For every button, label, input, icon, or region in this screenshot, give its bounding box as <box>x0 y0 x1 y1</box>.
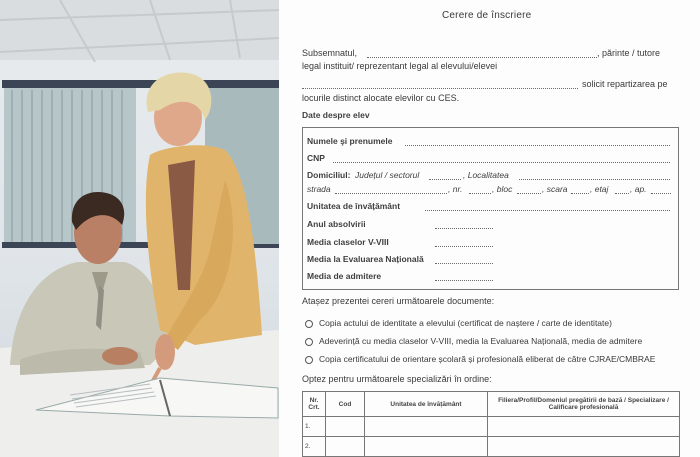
attachments-heading: Atașez prezentei cereri următoarele documente: <box>302 296 495 306</box>
col-specialization: Filiera/Profil/Domeniul pregătirii de bază / Specializare / Calificare profesională <box>488 392 680 417</box>
label-nr: , nr. <box>448 184 463 194</box>
attachment-radio-3[interactable] <box>305 356 313 364</box>
cell-school[interactable] <box>365 417 488 437</box>
cell-code[interactable] <box>326 437 365 457</box>
row-number: 2. <box>303 437 326 457</box>
label-stair: , scara <box>542 184 568 194</box>
label-apt: , ap. <box>630 184 647 194</box>
label-avg-national: Media la Evaluarea Națională <box>307 254 424 264</box>
avg-admission-input[interactable] <box>435 280 493 281</box>
label-locality: , Localitatea <box>463 170 509 180</box>
attachment-2: Adeverință cu media claselor V-VIII, media la Evaluarea Națională, media de admitere <box>319 336 643 346</box>
col-nr: Nr. Crt. <box>303 392 326 417</box>
intro-line-1-start: Subsemnatul, <box>302 48 358 58</box>
label-school: Unitatea de învățământ <box>307 201 401 211</box>
stair-input[interactable] <box>571 193 589 194</box>
row-number: 1. <box>303 417 326 437</box>
table-row <box>303 437 680 457</box>
label-avg-admission: Media de admitere <box>307 271 382 281</box>
cell-school[interactable] <box>365 437 488 457</box>
table-row <box>303 417 680 437</box>
avg-5-8-input[interactable] <box>435 246 493 247</box>
street-input[interactable] <box>335 193 447 194</box>
form-title: Cerere de înscriere <box>442 10 532 21</box>
student-data-box <box>302 127 679 290</box>
nr-input[interactable] <box>469 193 491 194</box>
floor-input[interactable] <box>615 193 629 194</box>
intro-line-3: solicit repartizarea pe <box>582 79 668 89</box>
label-name: Numele şi prenumele <box>307 136 393 146</box>
intro-line-2: legal instituit/ reprezentant legal al elevului/elevei <box>302 61 498 71</box>
label-cnp: CNP <box>307 153 325 163</box>
photo-illustration <box>0 0 279 457</box>
section-student-data: Date despre elev <box>302 110 370 120</box>
attachment-radio-2[interactable] <box>305 338 313 346</box>
block-input[interactable] <box>517 193 541 194</box>
label-domicile: Domiciliul: <box>307 170 351 180</box>
graduated-year-input[interactable] <box>435 228 493 229</box>
name-input[interactable] <box>405 145 670 146</box>
student-name-field[interactable] <box>302 88 578 89</box>
avg-national-input[interactable] <box>435 263 493 264</box>
locality-input[interactable] <box>519 179 670 180</box>
parent-name-field[interactable] <box>367 57 597 58</box>
intro-line-4: locurile distinct alocate elevilor cu CES. <box>302 93 460 103</box>
label-block: , bloc <box>492 184 513 194</box>
label-avg-5-8: Media claselor V-VIII <box>307 237 389 247</box>
county-input[interactable] <box>429 179 461 180</box>
label-graduated-year: Anul absolvirii <box>307 219 366 229</box>
cnp-input[interactable] <box>333 162 670 163</box>
school-input[interactable] <box>425 210 670 211</box>
cell-code[interactable] <box>326 417 365 437</box>
attachment-radio-1[interactable] <box>305 320 313 328</box>
options-heading: Optez pentru următoarele specializări în ordine: <box>302 374 492 384</box>
photo-teacher-student <box>0 0 279 457</box>
specializations-table <box>302 391 680 457</box>
label-floor: , etaj <box>590 184 609 194</box>
attachment-1: Copia actului de identitate a elevului (certificat de naștere / carte de identitate) <box>319 318 612 328</box>
attachment-3: Copia certificatului de orientare școlară și profesională eliberat de către CJRAE/CMBRAE <box>319 354 656 364</box>
cell-specialization[interactable] <box>488 437 680 457</box>
enrollment-form <box>279 0 700 457</box>
apt-input[interactable] <box>651 193 671 194</box>
col-code: Cod <box>326 392 365 417</box>
cell-specialization[interactable] <box>488 417 680 437</box>
col-school: Unitatea de învățământ <box>365 392 488 417</box>
intro-line-1-end: , părinte / tutore <box>597 48 661 58</box>
label-county: Județul / sectorul <box>355 170 420 180</box>
label-street: strada <box>307 184 331 194</box>
